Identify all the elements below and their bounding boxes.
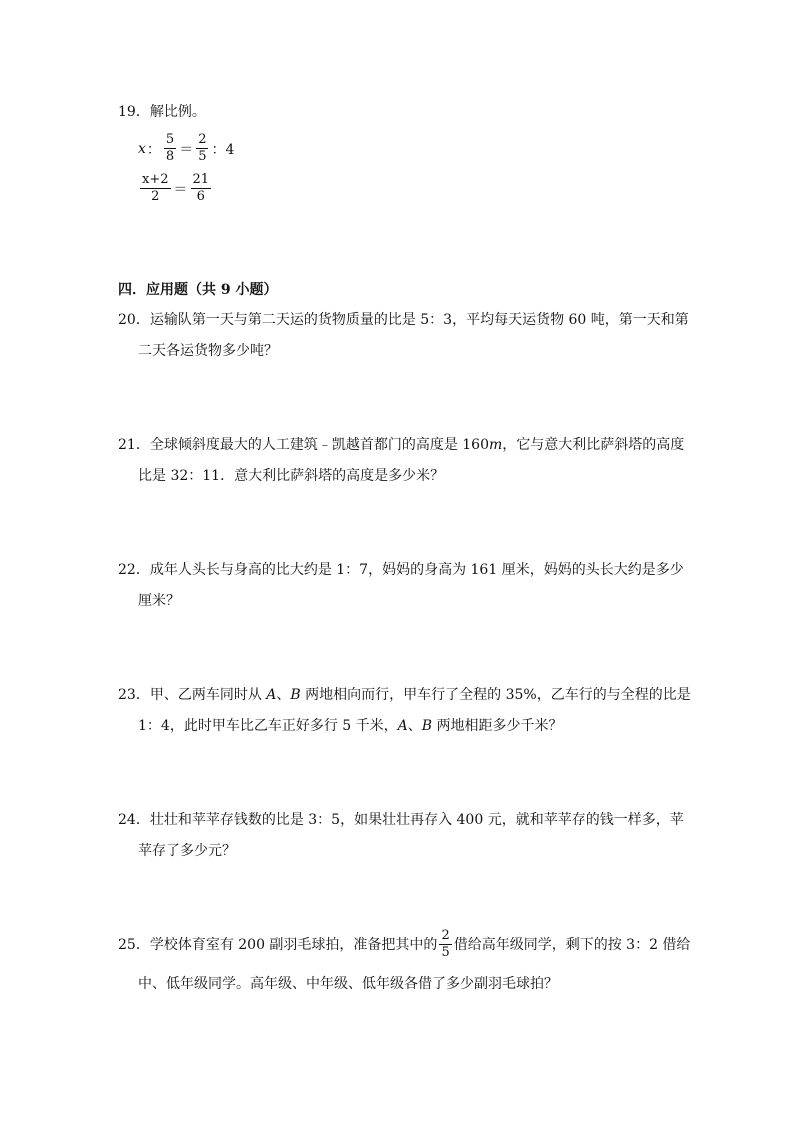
q25-line-1-start: 25．学校体育室有 200 副羽毛球拍，准备把其中的 <box>118 936 438 953</box>
q23-line-1-start: 23．甲、乙两车同时从 <box>118 687 267 703</box>
q21-line-1-start: 21．全球倾斜度最大的人工建筑﹣凯越首都门的高度是 160 <box>118 437 489 453</box>
eq1-f2-denominator: 5 <box>198 149 207 164</box>
q24-line-2: 苹存了多少元？ <box>138 843 236 859</box>
eq2-f1-numerator: x+2 <box>142 172 169 187</box>
eq2-f2-numerator: 21 <box>192 172 210 187</box>
q21-line-1 <box>118 435 684 455</box>
q23-line-2-start: 1：4，此时甲车比乙车正好多行 5 千米， <box>138 718 398 734</box>
q19-equation-2 <box>138 172 213 205</box>
q19-title: 19．解比例。 <box>118 104 206 120</box>
q24-line-1: 24．壮壮和苹苹存钱数的比是 3：5，如果壮壮再存入 400 元，就和苹苹存的钱一样多，苹 <box>118 812 684 828</box>
q23-point-a: A <box>266 687 277 703</box>
q22-line-2: 厘米？ <box>138 593 180 609</box>
eq1-f2-numerator: 2 <box>198 132 207 147</box>
eq1-f1-numerator: 5 <box>165 132 175 147</box>
eq2-fraction-2 <box>191 172 212 205</box>
eq2-equals: ＝ <box>173 181 188 198</box>
eq1-fraction-2 <box>196 132 208 165</box>
q23-separator: 、 <box>276 687 291 703</box>
q23-line-2 <box>138 716 563 736</box>
q23-line-1 <box>118 685 691 705</box>
q23-point-b-2: B <box>421 718 433 734</box>
q25-line-1 <box>118 928 690 961</box>
q22-line-1: 22．成年人头长与身高的比大约是 1：7，妈妈的身高为 161 厘米，妈妈的头长大约是多少 <box>118 562 684 578</box>
q23-separator-2: 、 <box>407 718 422 734</box>
q23-line-1-end: 两地相向而行，甲车行了全程的 35%，乙车行的与全程的比是 <box>300 687 691 703</box>
q23-point-a-2: A <box>397 718 408 734</box>
q25-fraction <box>439 928 451 961</box>
eq2-fraction-1 <box>140 172 171 205</box>
eq1-variable: x <box>138 140 146 157</box>
q23-point-b: B <box>290 687 301 703</box>
q25-denominator: 5 <box>441 945 450 960</box>
q25-numerator: 2 <box>441 928 450 943</box>
section-heading: 四．应用题（共 9 小题） <box>118 282 278 298</box>
eq1-fraction-1 <box>164 132 176 165</box>
eq2-f1-denominator: 2 <box>151 189 160 204</box>
eq1-equals: ＝ <box>179 141 194 158</box>
eq1-colon: ： <box>146 141 161 158</box>
eq1-tail: ：4 <box>211 141 235 158</box>
q21-line-1-end: ，它与意大利比萨斜塔的高度 <box>502 437 685 453</box>
q25-line-1-end: 借给高年级同学，剩下的按 3：2 借给 <box>453 936 691 953</box>
q20-line-2: 二天各运货物多少吨？ <box>138 343 278 359</box>
eq2-f2-denominator: 6 <box>196 189 205 204</box>
q21-unit: m <box>489 437 503 453</box>
eq1-f1-denominator: 8 <box>165 149 175 164</box>
q25-line-2: 中、低年级同学。高年级、中年级、低年级各借了多少副羽毛球拍？ <box>138 976 558 992</box>
q20-line-1: 20．运输队第一天与第二天运的货物质量的比是 5：3，平均每天运货物 60 吨，第一天和第 <box>118 312 689 328</box>
q21-line-2: 比是 32：11．意大利比萨斜塔的高度是多少米？ <box>138 468 445 484</box>
q23-line-2-end: 两地相距多少千米？ <box>432 718 563 734</box>
q19-equation-1 <box>138 132 235 165</box>
